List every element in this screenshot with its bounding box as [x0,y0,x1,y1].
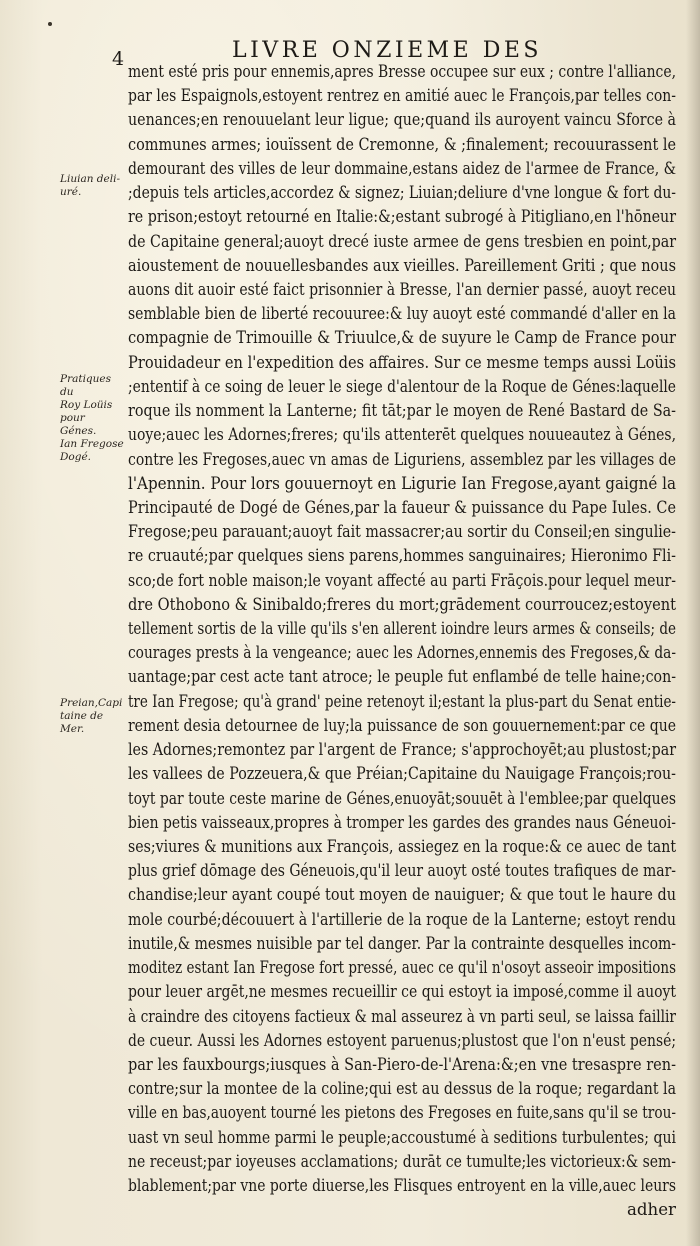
sidenote-line: Dogé. [60,451,92,463]
text-line: uast vn seul homme parmi le peuple;accoustumé à seditions turbulentes; qui [128,1127,676,1147]
text-line: à craindre des citoyens factieux & mal asseurez à vn parti seul, se laissa faillir [128,1006,676,1026]
text-line: re prison;estoyt retourné en Italie:&;estant subrogé à Pitigliano,en l'hōneur [128,207,676,227]
text-line: mole courbé;découuert à l'artillerie de la roque de la Lanterne; estoyt rendu [128,909,676,929]
text-line: blablement;par vne porte diuerse,les Flisques entroyent en la ville,auec leurs [128,1176,676,1196]
text-line: semblable bien de liberté recouuree:& luy auoyt esté commandé d'aller en la [128,304,676,324]
text-line: contre;sur la montee de la coline;qui est au dessus de la roque; regardant la [128,1079,676,1099]
text-line: moditez estant Ian Fregose fort pressé, auec ce qu'il n'osoyt asseoir impositions [128,958,676,978]
sidenote-line: Preian,Capi [60,697,123,709]
text-line: rement desia detournee de luy;la puissance de son gouuernement:par ce que [128,715,676,735]
text-line: par les Espaignols,estoyent rentrez en amitié auec le François,par telles con- [128,86,676,106]
text-line: sco;de fort noble maison;le voyant affecté au parti Frāçois.pour lequel meur- [128,570,676,590]
text-line: courages prests à la vengeance; auec les Adornes,ennemis des Fregoses,& da- [128,643,676,663]
ink-speck [48,22,52,26]
text-line: les Adornes;remontez par l'argent de France; s'approchoyēt;au plustost;par [128,740,676,760]
sidenote-liuian [60,173,124,199]
text-line: Principauté de Dogé de Génes,par la faueur & puissance du Pape Iules. Ce [128,497,676,517]
text-line: ;ententif à ce soing de leuer le siege d'alentour de la Roque de Génes:laquelle [128,376,676,396]
text-line: auons dit auoir esté faict prisonnier à Bresse, l'an dernier passé, auoyt receu [128,279,676,299]
text-line: ;depuis tels articles,accordez & signez; Liuian;deliure d'vne longue & fort du- [128,183,676,203]
page-number: 4 [112,48,125,70]
sidenote-pratiques [60,373,124,438]
text-line: uantage;par cest acte tant atroce; le peuple fut enflambé de telle haine;con- [128,667,676,687]
text-line: re cruauté;par quelques siens parens,hommes sanguinaires; Hieronimo Fli- [128,546,676,566]
page-edge-shadow [686,0,700,1246]
text-line: ville en bas,auoyent tourné les pietons des Fregoses en fuite,sans qu'il se trou- [128,1103,676,1123]
text-line: compagnie de Trimouille & Triuulce,& de suyure le Camp de France pour [128,328,676,348]
text-line: par les fauxbourgs;iusques à San-Piero-de-l'Arena:&;en vne tresaspre ren- [128,1054,676,1074]
text-line: pour leuer argēt,ne mesmes recueillir ce qui estoyt ia imposé,comme il auoyt [128,982,676,1002]
text-line: tellement sortis de la ville qu'ils s'en allerent ioindre leurs armes & conseils; de [128,619,676,639]
text-line: contre les Fregoses,auec vn amas de Liguriens, assemblez par les villages de [128,449,676,469]
sidenote-line: Liuian deli- [60,173,121,185]
text-line: ses;viures & munitions aux François, assiegez en la roque:& ce auec de tant [128,837,676,856]
text-line: demourant des villes de leur dommaine,estans aidez de l'armee de France, & [128,158,676,178]
sidenote-line: uré. [60,186,82,198]
sidenote-ian-fregose [60,438,124,464]
sidenote-line: Pratiques du [60,373,112,398]
text-line: toyt par toute ceste marine de Génes,enuoyāt;souuēt à l'emblee;par quelques [128,788,676,808]
text-line: roque ils nomment la Lanterne; fit tāt;par le moyen de René Bastard de Sa- [128,401,676,421]
body-text [128,60,676,1223]
text-line: bien petis vaisseaux,propres à tromper les gardes des grandes naus Géneuoi- [128,812,676,832]
sidenote-preian [60,697,124,736]
text-line: Prouidadeur en l'expedition des affaires. Sur ce mesme temps aussi Loüis [128,352,676,372]
running-title: LIVRE ONZIEME DES [232,38,542,63]
text-line: uenances;en renouuelant leur ligue; que;quand ils auroyent vaincu Sforce à [128,110,676,130]
text-line: tre Ian Fregose; qu'à grand' peine retenoyt il;estant la plus-part du Senat entie- [128,691,676,711]
text-line: plus grief dōmage des Géneuois,qu'il leur auoyt osté toutes trafiques de mar- [128,861,676,881]
text-line: chandise;leur ayant coupé tout moyen de nauiguer; & que tout le haure du [128,885,676,905]
text-line: de cueur. Aussi les Adornes estoyent paruenus;plustost que l'on n'eust pensé; [128,1030,676,1050]
text-line: de Capitaine general;auoyt drecé iuste armee de gens tresbien en point,par [128,231,676,251]
sidenote-line: Ian Fregose [60,438,124,450]
text-line: les vallees de Pozzeuera,& que Préian;Capitaine du Nauigage François;rou- [128,764,676,784]
catchword: adher [627,1200,676,1220]
text-line: dre Othobono & Sinibaldo;freres du mort;grādement courroucez;estoyent [128,594,676,614]
sidenote-line: Mer. [60,723,85,735]
text-line: uoye;auec les Adornes;freres; qu'ils attenterēt quelques nouueautez à Génes, [128,425,676,445]
text-line: l'Apennin. Pour lors gouuernoyt en Ligurie Ian Fregose,ayant gaigné la [128,473,676,493]
text-line: ment esté pris pour ennemis,apres Bresse occupee sur eux ; contre l'alliance, [128,62,676,81]
text-line: ne receust;par ioyeuses acclamations; durāt ce tumulte;les victorieux:& sem- [128,1151,676,1171]
text-line: communes armes; iouïssent de Cremonne, & ;finalement; recouurassent le [128,134,676,154]
text-line: Fregose;peu parauant;auoyt fait massacrer;au sortir du Conseil;en singulie- [128,522,676,542]
text-line: inutile,& mesmes nuisible par tel danger. Par la contrainte desquelles incom- [128,933,676,953]
sidenote-line: taine de [60,710,104,722]
sidenote-line: pour Génes. [60,412,97,437]
sidenote-line: Roy Loüis [60,399,113,411]
text-line: aioustement de nouuellesbandes aux vieilles. Pareillement Griti ; que nous [128,255,676,275]
